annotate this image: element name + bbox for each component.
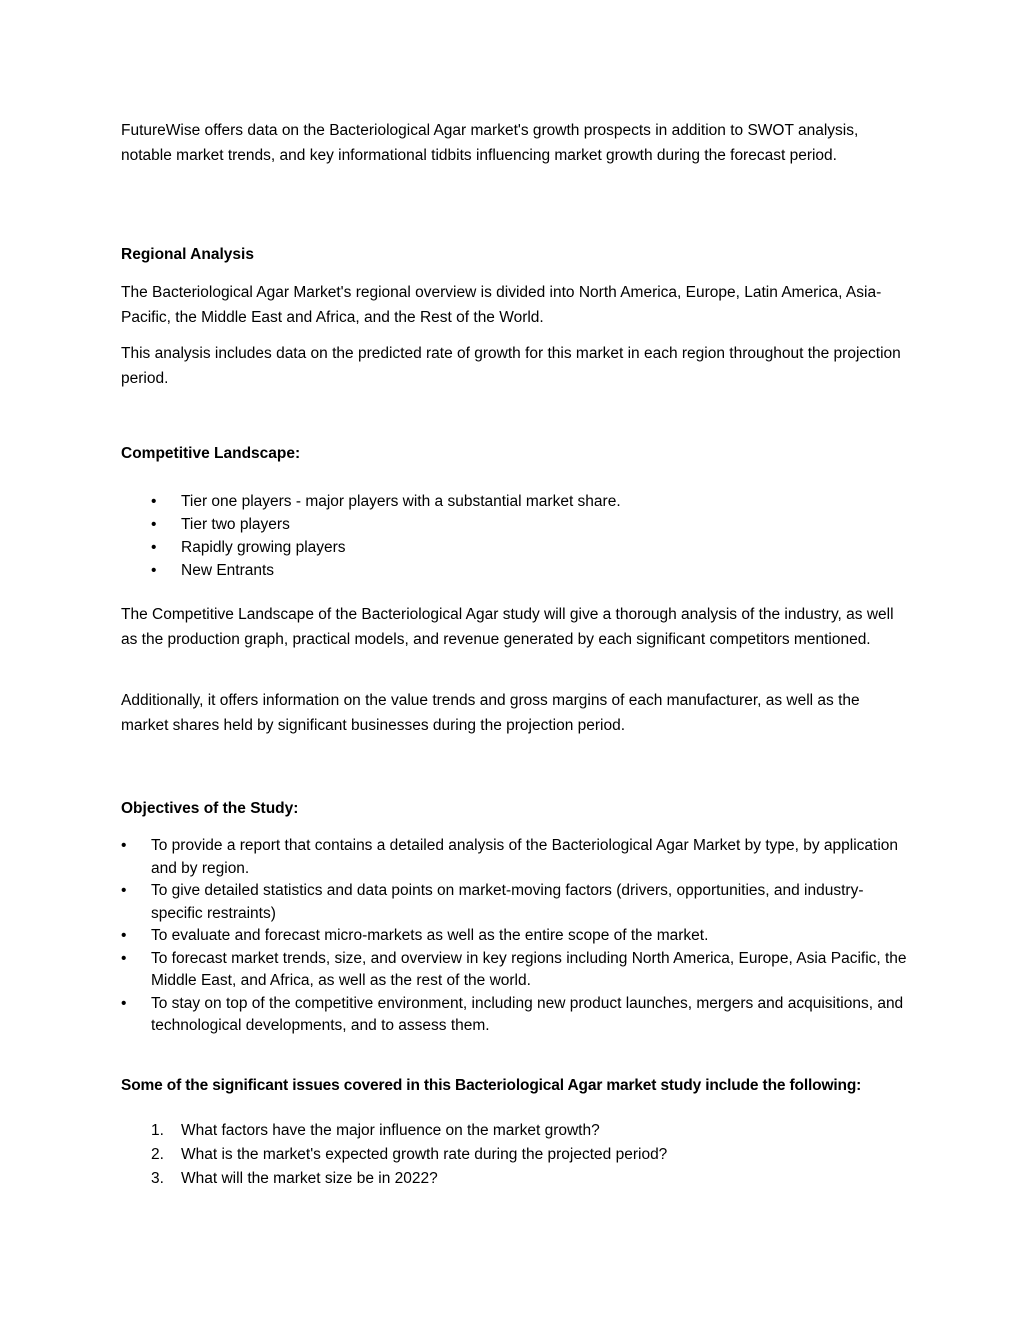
- regional-paragraph-1: The Bacteriological Agar Market's regional overview is divided into North America, Europe, Latin America, Asia-Pacific, the Middle East and Africa, and the Rest of the World.: [121, 284, 882, 326]
- list-number: 3.: [151, 1170, 164, 1187]
- list-item: [121, 993, 911, 1038]
- list-item: [121, 925, 911, 948]
- bullet-marker: •: [151, 516, 157, 533]
- bullet-marker: •: [121, 927, 127, 944]
- list-item-text: New Entrants: [181, 562, 275, 579]
- list-item-text: To evaluate and forecast micro-markets as well as the entire scope of the market.: [151, 927, 709, 944]
- list-item-text: Tier two players: [181, 516, 290, 533]
- bullet-marker: •: [151, 539, 157, 556]
- competitive-landscape-heading: Competitive Landscape:: [121, 445, 301, 462]
- list-item: [121, 880, 911, 925]
- list-item-text: What is the market's expected growth rate during the projected period?: [181, 1146, 668, 1163]
- list-item-text: To stay on top of the competitive environment, including new product launches, mergers and acquisitions, and technological developments, and to assess them.: [151, 994, 904, 1034]
- objectives-list: [121, 835, 911, 1038]
- bullet-marker: •: [151, 562, 157, 579]
- list-item: [121, 559, 911, 582]
- bullet-marker: •: [121, 837, 127, 854]
- list-number: 1.: [151, 1122, 164, 1139]
- regional-paragraph-2: This analysis includes data on the predicted rate of growth for this market in each region throughout the projection period.: [121, 345, 901, 387]
- list-item: [121, 948, 911, 993]
- list-item: [121, 1167, 911, 1191]
- competitive-paragraph-2: Additionally, it offers information on the value trends and gross margins of each manufacturer, as well as the market shares held by significant businesses during the projection period.: [121, 692, 860, 734]
- list-item-text: What factors have the major influence on the market growth?: [181, 1122, 600, 1139]
- list-number: 2.: [151, 1146, 164, 1163]
- list-item-text: What will the market size be in 2022?: [181, 1170, 438, 1187]
- list-item-text: Rapidly growing players: [181, 539, 346, 556]
- intro-paragraph: FutureWise offers data on the Bacteriological Agar market's growth prospects in addition to SWOT analysis, notable market trends, and key informational tidbits influencing market growth during the forecast period.: [121, 122, 859, 164]
- bullet-marker: •: [121, 994, 127, 1012]
- issues-heading: Some of the significant issues covered in this Bacteriological Agar market study include the following:: [121, 1077, 862, 1094]
- list-item: [121, 1143, 911, 1167]
- issues-question-list: [121, 1119, 911, 1191]
- competitive-bullet-list: [121, 490, 911, 582]
- bullet-marker: •: [151, 493, 157, 510]
- list-item-text: Tier one players - major players with a substantial market share.: [181, 493, 621, 510]
- bullet-marker: •: [121, 882, 127, 899]
- list-item-text: To forecast market trends, size, and overview in key regions including North America, Europe, Asia Pacific, the Middle East, and Africa, as well as the rest of the world.: [151, 949, 907, 989]
- list-item-text: To give detailed statistics and data points on market-moving factors (drivers, opportunities, and industry-specific restraints): [151, 882, 864, 922]
- list-item: [121, 490, 911, 513]
- regional-analysis-heading: Regional Analysis: [121, 246, 254, 263]
- objectives-heading: Objectives of the Study:: [121, 800, 299, 817]
- list-item: [121, 1119, 911, 1143]
- list-item: [121, 536, 911, 559]
- bullet-marker: •: [121, 949, 127, 967]
- list-item: [121, 835, 911, 880]
- competitive-paragraph-1: The Competitive Landscape of the Bacteriological Agar study will give a thorough analysis of the industry, as well as the production graph, practical models, and revenue generated by each significant competitors mentioned.: [121, 606, 894, 648]
- list-item-text: To provide a report that contains a detailed analysis of the Bacteriological Agar Market by type, by application and by region.: [151, 837, 899, 877]
- list-item: [121, 513, 911, 536]
